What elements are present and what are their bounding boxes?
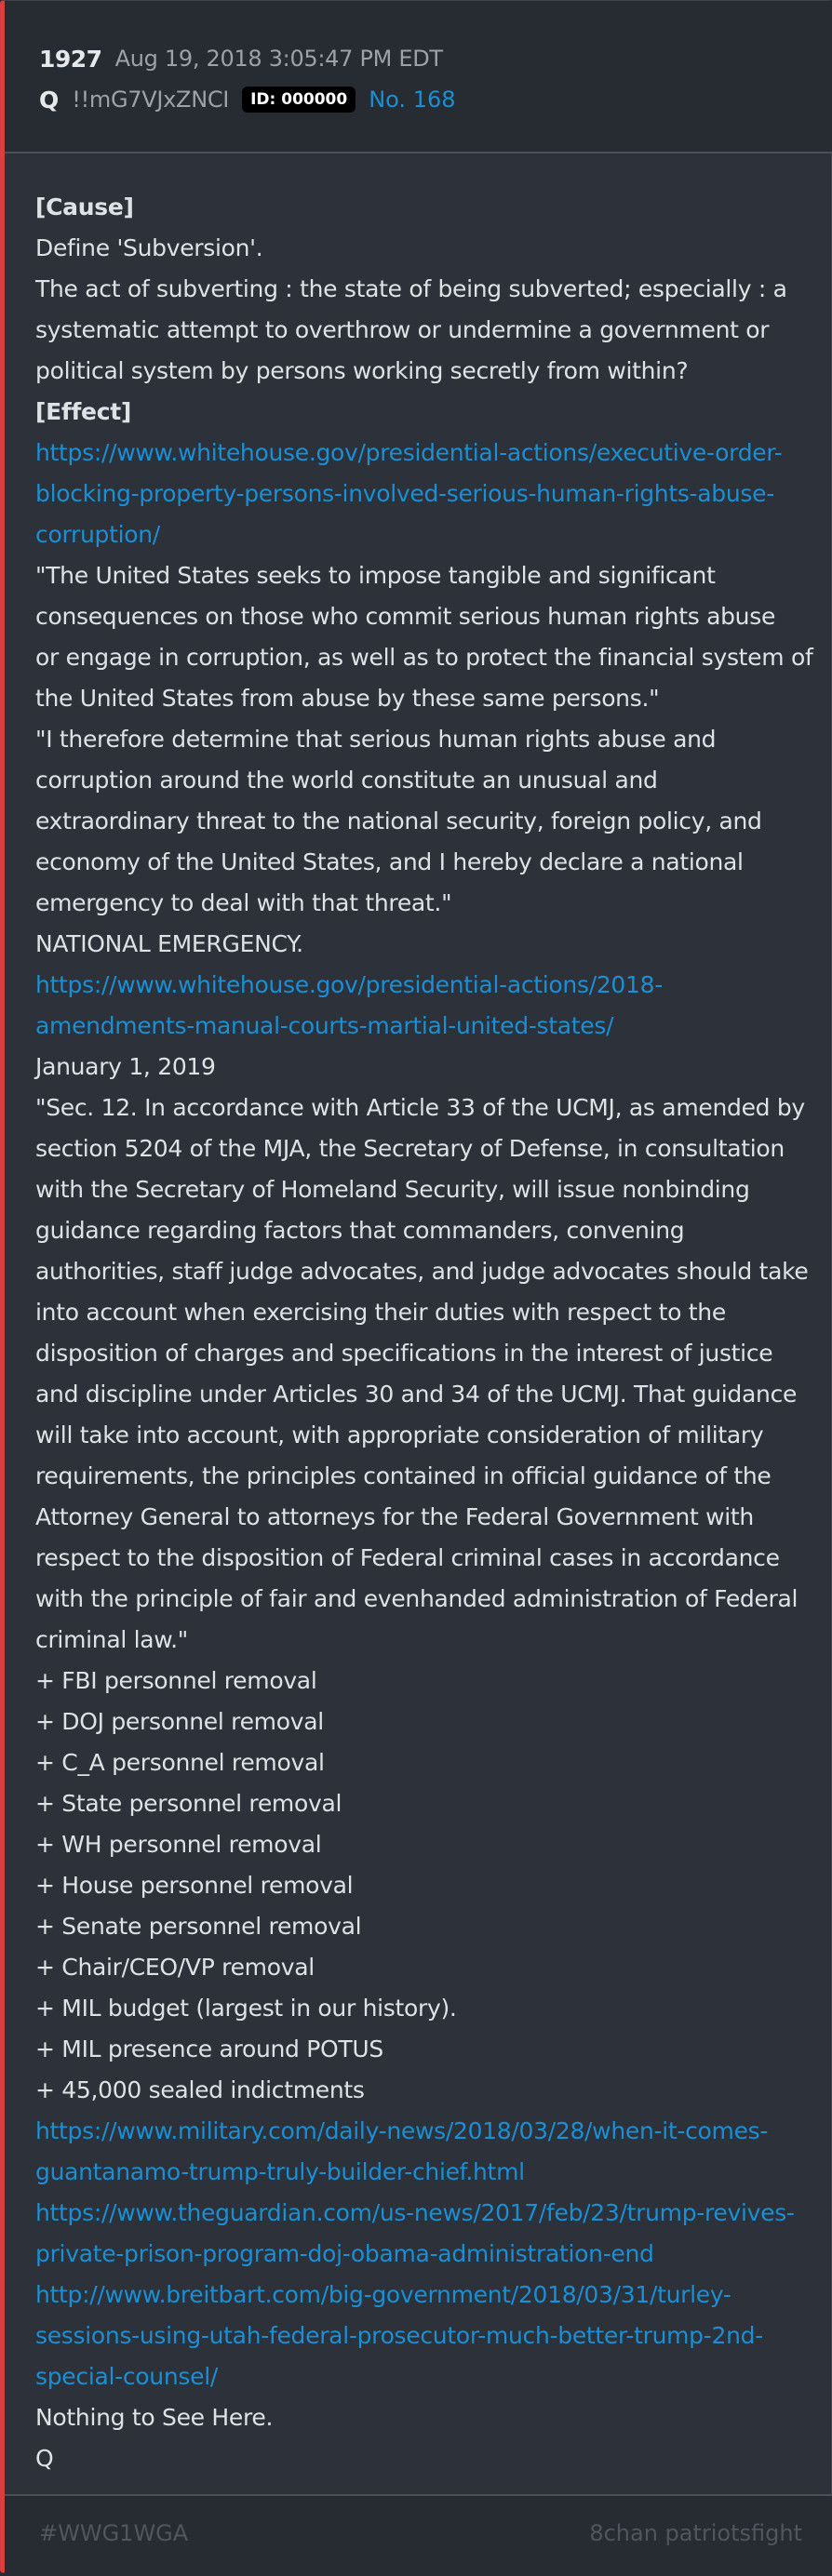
hashtag: #WWG1WGA <box>39 2520 189 2546</box>
body-link-line[interactable]: sessions-using-utah-federal-prosecutor-much-better-trump-2nd- <box>35 2322 763 2349</box>
body-text-line: criminal law." <box>35 1626 188 1653</box>
body-text-line: with the Secretary of Homeland Security, will issue nonbinding <box>35 1176 750 1203</box>
body-text-line: political system by persons working secretly from within? <box>35 357 689 384</box>
body-text-line: + DOJ personnel removal <box>35 1708 324 1735</box>
body-text-line: Define 'Subversion'. <box>35 234 263 261</box>
body-text-line: disposition of charges and specifications in the interest of justice <box>35 1340 773 1367</box>
body-text-line: and discipline under Articles 30 and 34 of the UCMJ. That guidance <box>35 1381 798 1408</box>
body-text-line: January 1, 2019 <box>35 1053 216 1080</box>
body-text-line: + C_A personnel removal <box>35 1749 325 1776</box>
body-text-line: + Chair/CEO/VP removal <box>35 1954 315 1981</box>
body-link-line[interactable]: private-prison-program-doj-obama-administration-end <box>35 2240 654 2267</box>
source-label: 8chan patriotsfight <box>589 2520 802 2546</box>
body-text-line: NATIONAL EMERGENCY. <box>35 930 303 957</box>
body-text-line: Nothing to See Here. <box>35 2404 274 2431</box>
body-text-line: the United States from abuse by these same persons." <box>35 685 660 712</box>
body-text-line: + FBI personnel removal <box>35 1667 317 1694</box>
post-header <box>5 1 832 153</box>
post-meta-row <box>39 42 443 75</box>
body-text-line: economy of the United States, and I hereby declare a national <box>35 848 744 875</box>
body-link-line[interactable]: amendments-manual-courts-martial-united-states/ <box>35 1012 614 1039</box>
body-text-line: + WH personnel removal <box>35 1831 322 1858</box>
author-row <box>39 83 456 116</box>
body-text-line: will take into account, with appropriate consideration of military <box>35 1421 764 1448</box>
body-heading-line: [Cause] <box>35 194 134 220</box>
body-link-line[interactable]: http://www.breitbart.com/big-government/2018/03/31/turley- <box>35 2281 731 2308</box>
body-text-line: consequences on those who commit serious human rights abuse <box>35 603 776 630</box>
body-link-line[interactable]: guantanamo-trump-truly-builder-chief.html <box>35 2158 525 2185</box>
body-text-line: + MIL budget (largest in our history). <box>35 1995 457 2022</box>
body-text-line: + State personnel removal <box>35 1790 342 1817</box>
body-text-line: or engage in corruption, as well as to protect the financial system of <box>35 644 813 671</box>
body-text-line: + Senate personnel removal <box>35 1913 362 1940</box>
body-text-line: + House personnel removal <box>35 1872 354 1899</box>
body-text-line: + MIL presence around POTUS <box>35 2035 383 2062</box>
body-link-line[interactable]: corruption/ <box>35 521 160 548</box>
body-text-line: The act of subverting : the state of being subverted; especially : a <box>35 275 787 302</box>
body-text-line: Q <box>35 2445 54 2472</box>
body-text-line: into account when exercising their duties with respect to the <box>35 1299 726 1326</box>
body-heading-line: [Effect] <box>35 398 132 425</box>
body-link-line[interactable]: https://www.theguardian.com/us-news/2017/feb/23/trump-revives- <box>35 2199 795 2226</box>
tripcode: !!mG7VJxZNCI <box>72 87 230 113</box>
body-text-line: with the principle of fair and evenhanded administration of Federal <box>35 1585 798 1612</box>
body-link-line[interactable]: blocking-property-persons-involved-serious-human-rights-abuse- <box>35 480 774 507</box>
post-ref-link[interactable]: No. 168 <box>369 87 456 113</box>
body-text-line: authorities, staff judge advocates, and judge advocates should take <box>35 1258 809 1285</box>
body-text-line: "I therefore determine that serious human rights abuse and <box>35 726 717 753</box>
author-name: Q <box>39 86 60 113</box>
body-text-line: emergency to deal with that threat." <box>35 889 452 916</box>
body-link-line[interactable]: https://www.military.com/daily-news/2018/03/28/when-it-comes- <box>35 2117 769 2144</box>
post-footer <box>5 2494 832 2576</box>
post-date: Aug 19, 2018 3:05:47 PM EDT <box>114 46 443 72</box>
body-text-line: Attorney General to attorneys for the Federal Government with <box>35 1503 754 1530</box>
body-text-line: requirements, the principles contained in official guidance of the <box>35 1462 772 1489</box>
post-number: 1927 <box>39 45 102 73</box>
body-text-line: + 45,000 sealed indictments <box>35 2076 365 2103</box>
body-link-line[interactable]: https://www.whitehouse.gov/presidential-actions/executive-order- <box>35 439 783 466</box>
body-text-line: section 5204 of the MJA, the Secretary of Defense, in consultation <box>35 1135 785 1162</box>
id-badge: ID: 000000 <box>242 87 356 113</box>
post-body <box>35 187 817 2479</box>
body-text-line: extraordinary threat to the national security, foreign policy, and <box>35 808 762 834</box>
body-text-line: corruption around the world constitute an unusual and <box>35 767 658 794</box>
body-text-line: "The United States seeks to impose tangible and significant <box>35 562 716 589</box>
body-link-line[interactable]: https://www.whitehouse.gov/presidential-actions/2018- <box>35 971 663 998</box>
body-text-line: systematic attempt to overthrow or undermine a government or <box>35 316 770 343</box>
body-text-line: respect to the disposition of Federal criminal cases in accordance <box>35 1544 780 1571</box>
body-link-line[interactable]: special-counsel/ <box>35 2363 218 2390</box>
body-text-line: "Sec. 12. In accordance with Article 33 of the UCMJ, as amended by <box>35 1094 805 1121</box>
body-text-line: guidance regarding factors that commanders, convening <box>35 1217 685 1244</box>
